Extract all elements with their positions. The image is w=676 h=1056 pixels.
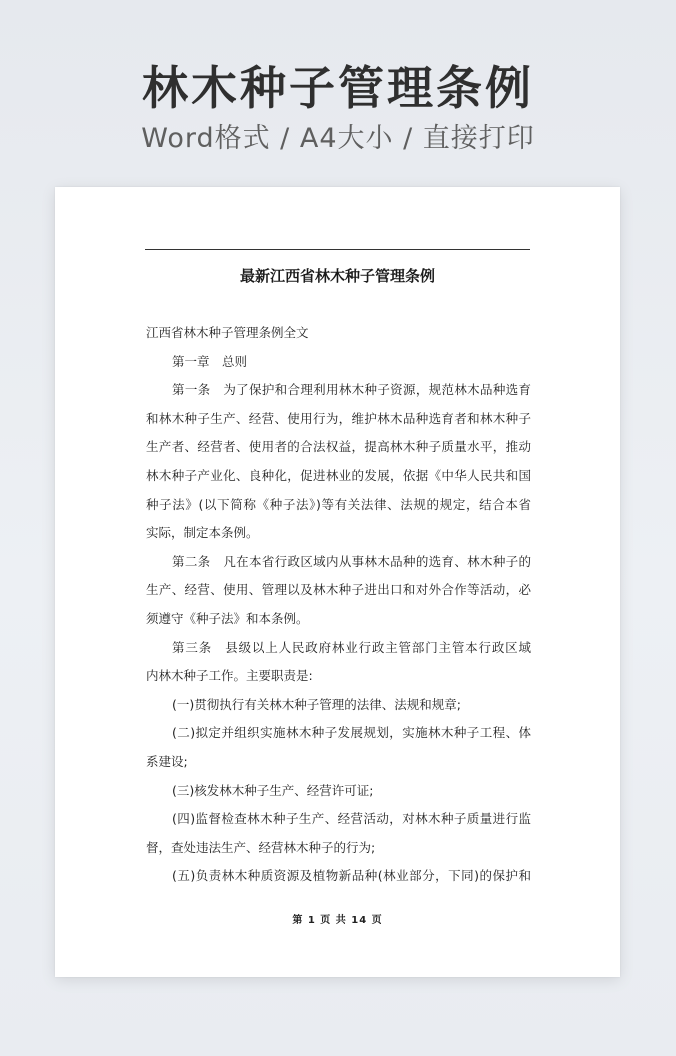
- text-line: 江西省林木种子管理条例全文: [146, 325, 309, 340]
- text-line: 生产、经营、使用、管理以及林木种子进出口和对外合作等活动，必: [146, 582, 531, 598]
- text-line: (四)监督检查林木种子生产、经营活动，对林木种子质量进行监: [172, 811, 531, 827]
- text-line: 系建设;: [146, 753, 188, 769]
- text-line: 第一条 为了保护和合理利用林木种子资源，规范林木品种选育: [172, 382, 531, 398]
- banner-subtitle: Word格式 / A4大小 / 直接打印: [141, 123, 535, 154]
- text-line: 须遵守《种子法》和本条例。: [146, 610, 309, 626]
- text-line: (一)贯彻执行有关林木种子管理的法律、法规和规章;: [172, 696, 461, 712]
- document-title: 最新江西省林木种子管理条例: [239, 267, 435, 285]
- text-line: (五)负责林木种质资源及植物新品种(林业部分，下同)的保护和: [172, 868, 531, 884]
- text-line: (三)核发林木种子生产、经营许可证;: [172, 782, 374, 798]
- text-line: 种子法》(以下简称《种子法》)等有关法律、法规的规定，结合本省: [146, 496, 531, 512]
- text-line: (二)拟定并组织实施林木种子发展规划，实施林木种子工程、体: [172, 725, 531, 741]
- banner: [0, 60, 676, 156]
- text-line: 和林木种子生产、经营、使用行为，维护林木品种选育者和林木种子: [146, 410, 531, 426]
- text-line: 督，查处违法生产、经营林木种子的行为;: [146, 839, 376, 855]
- text-line: 生产者、经营者、使用者的合法权益，提高林木种子质量水平，推动: [146, 439, 531, 455]
- banner-title: 林木种子管理条例: [142, 61, 534, 115]
- text-line: 实际，制定本条例。: [146, 525, 259, 541]
- document-body: [146, 319, 531, 891]
- text-line: 林木种子产业化、良种化，促进林业的发展，依据《中华人民共和国: [146, 467, 531, 483]
- text-line: 第一章 总则: [172, 353, 248, 369]
- text-line: 第二条 凡在本省行政区域内从事林木品种的选育、林木种子的: [172, 553, 531, 569]
- text-line: 第三条 县级以上人民政府林业行政主管部门主管本行政区域: [172, 639, 531, 655]
- text-line: 内林木种子工作。主要职责是:: [146, 668, 313, 684]
- document-page: [55, 187, 620, 977]
- header-rule: [145, 249, 530, 250]
- page-footer: 第 1 页 共 14 页: [292, 915, 383, 926]
